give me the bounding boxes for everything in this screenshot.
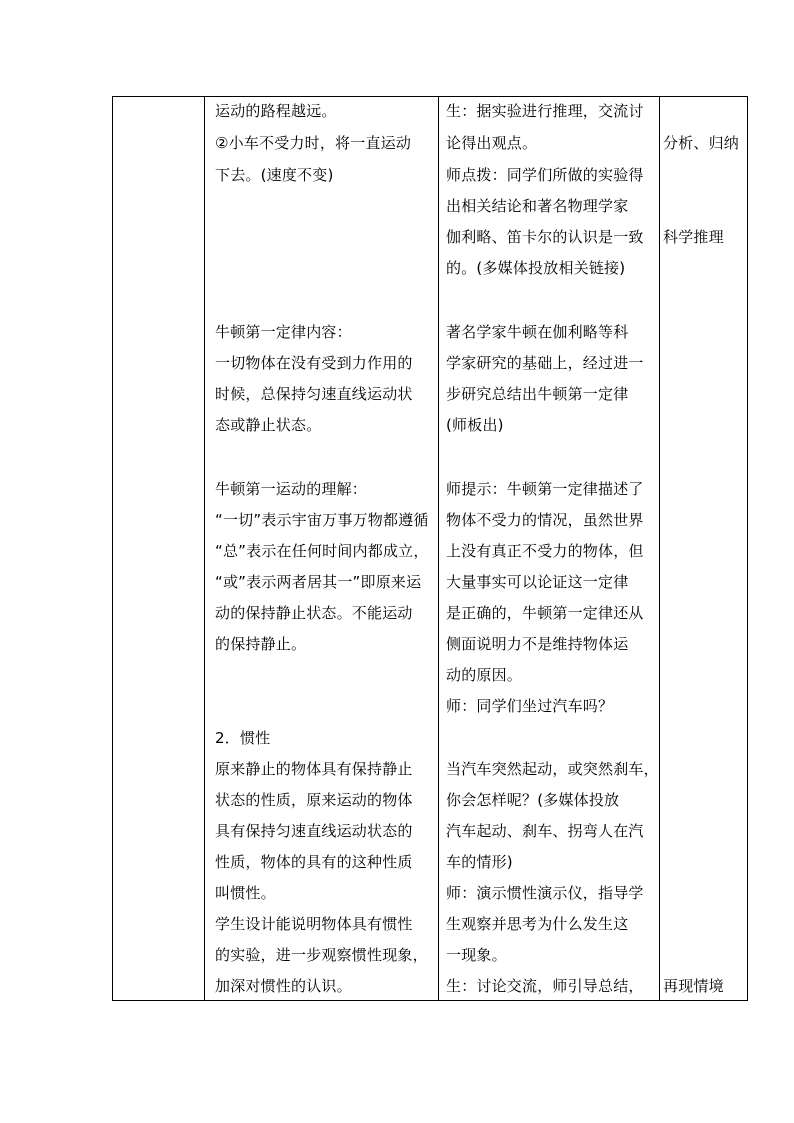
activity-line: 大量事实可以论证这一定律 [446,573,629,591]
activity-line: 车的情形) [446,853,513,871]
lesson-plan-table [112,96,748,1001]
content-line: “总”表示在任何时间内都成立， [215,542,429,560]
content-line: 态或静止状态。 [215,416,322,434]
content-line: 叫惯性。 [215,884,276,902]
activity-line: 生：讨论交流，师引导总结， [446,977,644,995]
content-line: ②小车不受力时，将一直运动 [215,134,412,152]
content-line: 动的保持静止状态。不能运动 [215,604,413,622]
content-line: 下去。(速度不变) [215,166,334,184]
intent-line: 分析、归纳 [663,134,740,152]
content-line: 性质，物体的具有的这种性质 [215,853,413,871]
column-divider-2 [438,97,439,1000]
content-line: “一切”表示宇宙万事万物都遵循 [215,511,429,529]
activity-line: 生观察并思考为什么发生这 [446,915,629,933]
content-line: 的实验，进一步观察惯性现象， [215,946,428,964]
activity-line: 师点拨：同学们所做的实验得 [446,166,644,184]
activity-line: 的。(多媒体投放相关链接) [446,259,626,277]
content-line: 加深对惯性的认识。 [215,977,352,995]
intent-line: 再现情境 [663,977,724,995]
activity-line: 一现象。 [446,946,507,964]
activity-line: 师提示：牛顿第一定律描述了 [446,480,644,498]
activity-line: 当汽车突然起动，或突然刹车， [446,760,659,778]
column-divider-3 [659,97,660,1000]
content-line: 原来静止的物体具有保持静止 [215,760,413,778]
content-line: 时候，总保持匀速直线运动状 [215,385,413,403]
activity-line: 著名学家牛顿在伽利略等科 [446,323,629,341]
content-line: “或”表示两者居其一”即原来运 [215,573,422,591]
activity-line: 物体不受力的情况，虽然世界 [446,511,644,529]
content-line: 具有保持匀速直线运动状态的 [215,822,413,840]
activity-line: 生：据实验进行推理，交流讨 [446,102,644,120]
activity-line: 是正确的，牛顿第一定律还从 [446,604,644,622]
activity-line: 你会怎样呢？(多媒体投放 [446,791,620,809]
column-divider-1 [204,97,205,1000]
content-line: 状态的性质，原来运动的物体 [215,791,413,809]
section-heading: 2．惯性 [215,729,271,747]
content-line: 一切物体在没有受到力作用的 [215,354,413,372]
activity-line: 动的原因。 [446,666,523,684]
activity-line: 汽车起动、刹车、拐弯人在汽 [446,822,644,840]
activity-line: 侧面说明力不是维持物体运 [446,635,629,653]
content-line: 的保持静止。 [215,635,307,653]
activity-line: 出相关结论和著名物理学家 [446,197,629,215]
activity-line: 师：演示惯性演示仪，指导学 [446,884,644,902]
activity-line: 伽利略、笛卡尔的认识是一致 [446,228,644,246]
activity-line: 上没有真正不受力的物体，但 [446,542,644,560]
content-line: 学生设计能说明物体具有惯性 [215,915,413,933]
activity-line: 学家研究的基础上，经过进一 [446,354,644,372]
intent-line: 科学推理 [663,228,724,246]
content-line: 牛顿第一运动的理解： [215,480,368,498]
activity-line: 论得出观点。 [446,134,538,152]
activity-line: 步研究总结出牛顿第一定律 [446,385,629,403]
activity-line: 师：同学们坐过汽车吗？ [446,697,614,715]
content-line: 牛顿第一定律内容： [215,323,352,341]
activity-line: (师板出) [446,416,504,434]
content-line: 运动的路程越远。 [215,102,337,120]
